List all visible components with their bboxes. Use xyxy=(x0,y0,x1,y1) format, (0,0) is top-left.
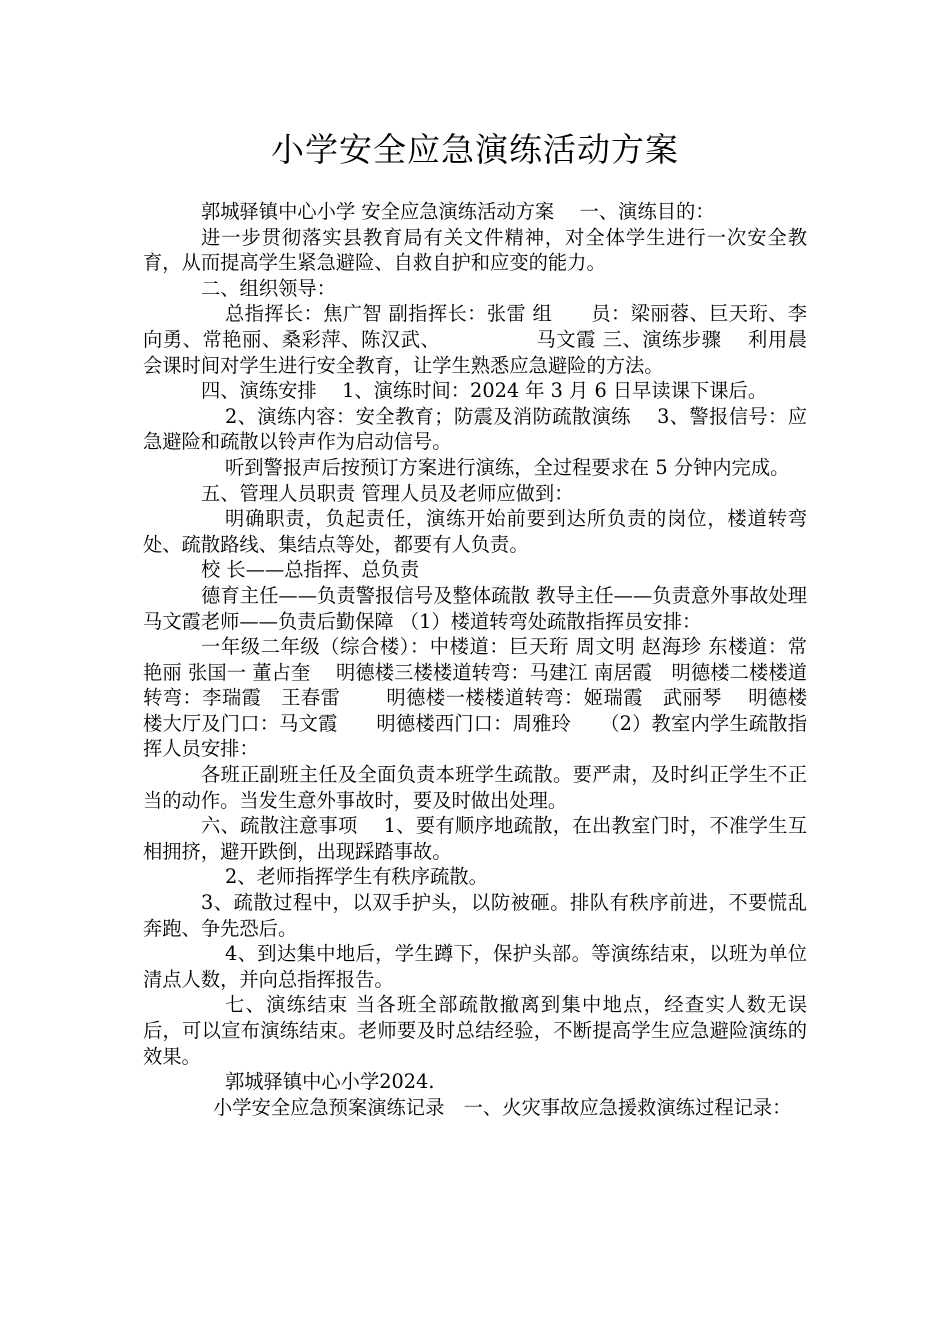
paragraph-6: 2、演练内容：安全教育；防震及消防疏散演练 3、警报信号：应急避险和疏散以铃声作为启动信号。 xyxy=(143,404,807,454)
paragraph-1: 郭城驿镇中心小学 安全应急演练活动方案 一、演练目的： xyxy=(201,200,715,223)
paragraph-7: 听到警报声后按预订方案进行演练，全过程要求在 5 分钟内完成。 xyxy=(225,455,790,479)
paragraph-8: 五、管理人员职责 管理人员及老师应做到： xyxy=(201,481,574,505)
paragraph-17: 4、到达集中地后，学生蹲下，保护头部。等演练结束，以班为单位清点人数，并向总指挥报告。 xyxy=(143,942,807,991)
paragraph-5: 四、演练安排 1、演练时间：2024 年 3 月 6 日早读课下课后。 xyxy=(201,379,768,403)
document-body xyxy=(143,199,807,1120)
paragraph-18: 七、演练结束 当各班全部疏散撤离到集中地点，经查实人数无误后，可以宣布演练结束。老师要及时总结经验，不断提高学生应急避险演练的效果。 xyxy=(143,993,807,1068)
paragraph-9: 明确职责，负起责任，演练开始前要到达所负责的岗位，楼道转弯处、疏散路线、集结点等处，都要有人负责。 xyxy=(143,507,807,556)
paragraph-20: 小学安全应急预案演练记录 一、火灾事故应急援救演练过程记录： xyxy=(213,1095,792,1119)
paragraph-12: 一年级二年级（综合楼）：中楼道：巨天珩 周文明 赵海珍 东楼道：常艳丽 张国一 董占奎 明德楼三楼楼道转弯：马建江 南居霞 明德楼二楼楼道转弯：李瑞霞 王春雷 明德楼一楼楼道转弯：姬瑞霞 武丽琴 明德楼楼大厅及门口：马文霞 明德楼西门口：周雅玲 （2）教室内学生疏散指挥人员安排： xyxy=(143,635,807,761)
paragraph-10: 校 长——总指挥、总负责 xyxy=(201,558,420,582)
paragraph-16: 3、疏散过程中，以双手护头，以防被砸。排队有秩序前进，不要慌乱奔跑、争先恐后。 xyxy=(143,891,807,940)
paragraph-14: 六、疏散注意事项 1、要有顺序地疏散，在出教室门时，不准学生互相拥挤，避开跌倒，出现踩踏事故。 xyxy=(143,814,807,863)
paragraph-3: 二、组织领导： xyxy=(201,276,336,300)
paragraph-13: 各班正副班主任及全面负责本班学生疏散。要严肃，及时纠正学生不正当的动作。当发生意外事故时，要及时做出处理。 xyxy=(143,763,807,812)
paragraph-2: 进一步贯彻落实县教育局有关文件精神，对全体学生进行一次安全教育，从而提高学生紧急避险、自救自护和应变的能力。 xyxy=(143,225,807,275)
document-title: 小学安全应急演练活动方案 xyxy=(271,130,679,169)
paragraph-19: 郭城驿镇中心小学2024. xyxy=(225,1070,435,1094)
paragraph-4: 总指挥长：焦广智 副指挥长：张雷 组 员：梁丽蓉、巨天珩、李向勇、常艳丽、桑彩萍、陈汉武、 马文霞 三、演练步骤 利用晨会课时间对学生进行安全教育，让学生熟悉应急避险的方法。 xyxy=(143,302,807,377)
paragraph-15: 2、老师指挥学生有秩序疏散。 xyxy=(225,865,488,889)
paragraph-11: 德育主任——负责警报信号及整体疏散 教导主任——负责意外事故处理 马文霞老师——负责后勤保障 （1）楼道转弯处疏散指挥员安排： xyxy=(143,583,807,633)
